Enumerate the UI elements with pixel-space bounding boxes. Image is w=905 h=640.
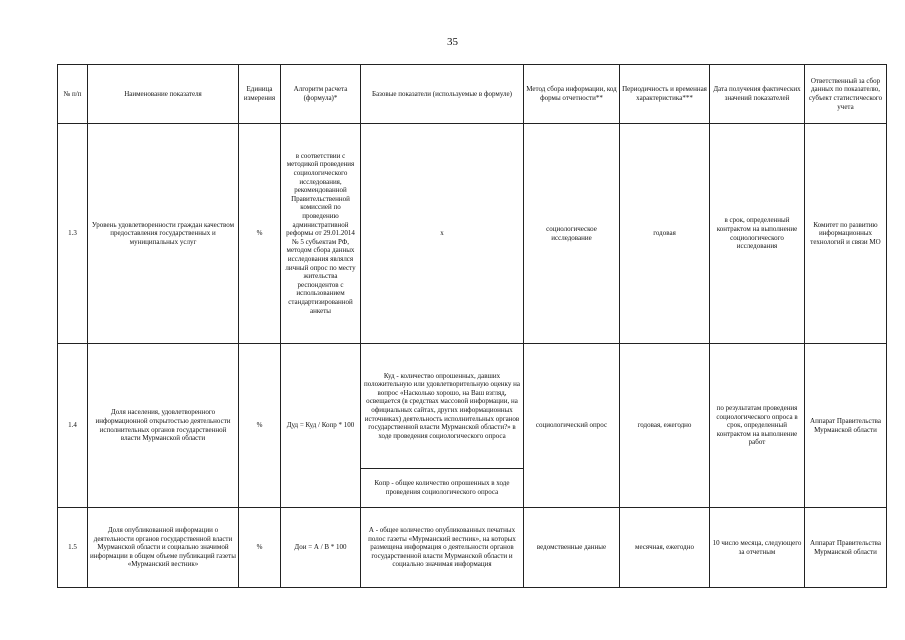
- row-unit: %: [239, 508, 281, 588]
- row-formula: Дои = А / В * 100: [281, 508, 361, 588]
- row-unit: %: [239, 124, 281, 344]
- row-num: 1.3: [58, 124, 88, 344]
- header-period: Периодичность и временная характеристика***: [620, 65, 710, 124]
- table-header-row: [58, 65, 887, 124]
- table-row: [58, 344, 887, 469]
- row-responsible: Аппарат Правительства Мурманской области: [805, 508, 887, 588]
- header-unit: Единица измерения: [239, 65, 281, 124]
- header-name: Наименование показателя: [88, 65, 239, 124]
- header-num: № п/п: [58, 65, 88, 124]
- row-date: в срок, определенный контрактом на выполнение социологического исследования: [710, 124, 805, 344]
- indicators-table: [57, 64, 887, 588]
- row-formula: в соответствии с методикой проведения социологического исследования, рекомендованной Правительственной комиссией по проведению административной реформы от 29.01.2014 № 5 субъектам РФ, методом сбора данных исследования являлся личный опрос по месту жительства респондентов с использованием стандартизированной анкеты: [281, 124, 361, 344]
- row-name: Уровень удовлетворенности граждан качеством предоставления государственных и муниципальных услуг: [88, 124, 239, 344]
- row-base-b: Копр - общее количество опрошенных в ходе проведения социологического опроса: [361, 469, 524, 508]
- row-method: ведомственные данные: [524, 508, 620, 588]
- row-method: социологический опрос: [524, 344, 620, 508]
- row-base: А - общее количество опубликованных печатных полос газеты «Мурманский вестник», на которых размещена информация о деятельности органов государственной власти Мурманской области и социально значимая информация: [361, 508, 524, 588]
- row-name: Доля населения, удовлетворенного информационной открытостью деятельности исполнительных органов государственной власти Мурманской области: [88, 344, 239, 508]
- table-row: [58, 124, 887, 344]
- header-base: Базовые показатели (используемые в формуле): [361, 65, 524, 124]
- row-name: Доля опубликованной информации о деятельности органов государственной власти Мурманской области и социально значимой информации в общем объеме публикаций газеты «Мурманский вестник»: [88, 508, 239, 588]
- row-num: 1.5: [58, 508, 88, 588]
- row-formula: Дуд = Куд / Копр * 100: [281, 344, 361, 508]
- row-responsible: Аппарат Правительства Мурманской области: [805, 344, 887, 508]
- row-date: по результатам проведения социологического опроса в срок, определенный контрактом на выполнение работ: [710, 344, 805, 508]
- page-number: 35: [447, 36, 458, 48]
- row-base: х: [361, 124, 524, 344]
- table-row: [58, 508, 887, 588]
- row-period: годовая, ежегодно: [620, 344, 710, 508]
- row-num: 1.4: [58, 344, 88, 508]
- row-period: годовая: [620, 124, 710, 344]
- row-base-a: Куд - количество опрошенных, давших положительную или удовлетворительную оценку на вопрос «Насколько хорошо, на Ваш взгляд, освещается (в средствах массовой информации, на официальных сайтах, других информационных источниках) деятельность исполнительных органов государственной власти Мурманской области?» в ходе проведения социологического опроса: [361, 344, 524, 469]
- row-method: социологическое исследование: [524, 124, 620, 344]
- header-method: Метод сбора информации, код формы отчетности**: [524, 65, 620, 124]
- header-formula: Алгоритм расчета (формула)*: [281, 65, 361, 124]
- header-date: Дата получения фактических значений показателей: [710, 65, 805, 124]
- row-date: 10 число месяца, следующего за отчетным: [710, 508, 805, 588]
- row-period: месячная, ежегодно: [620, 508, 710, 588]
- header-responsible: Ответственный за сбор данных по показателю, субъект статистического учета: [805, 65, 887, 124]
- row-responsible: Комитет по развитию информационных технологий и связи МО: [805, 124, 887, 344]
- row-unit: %: [239, 344, 281, 508]
